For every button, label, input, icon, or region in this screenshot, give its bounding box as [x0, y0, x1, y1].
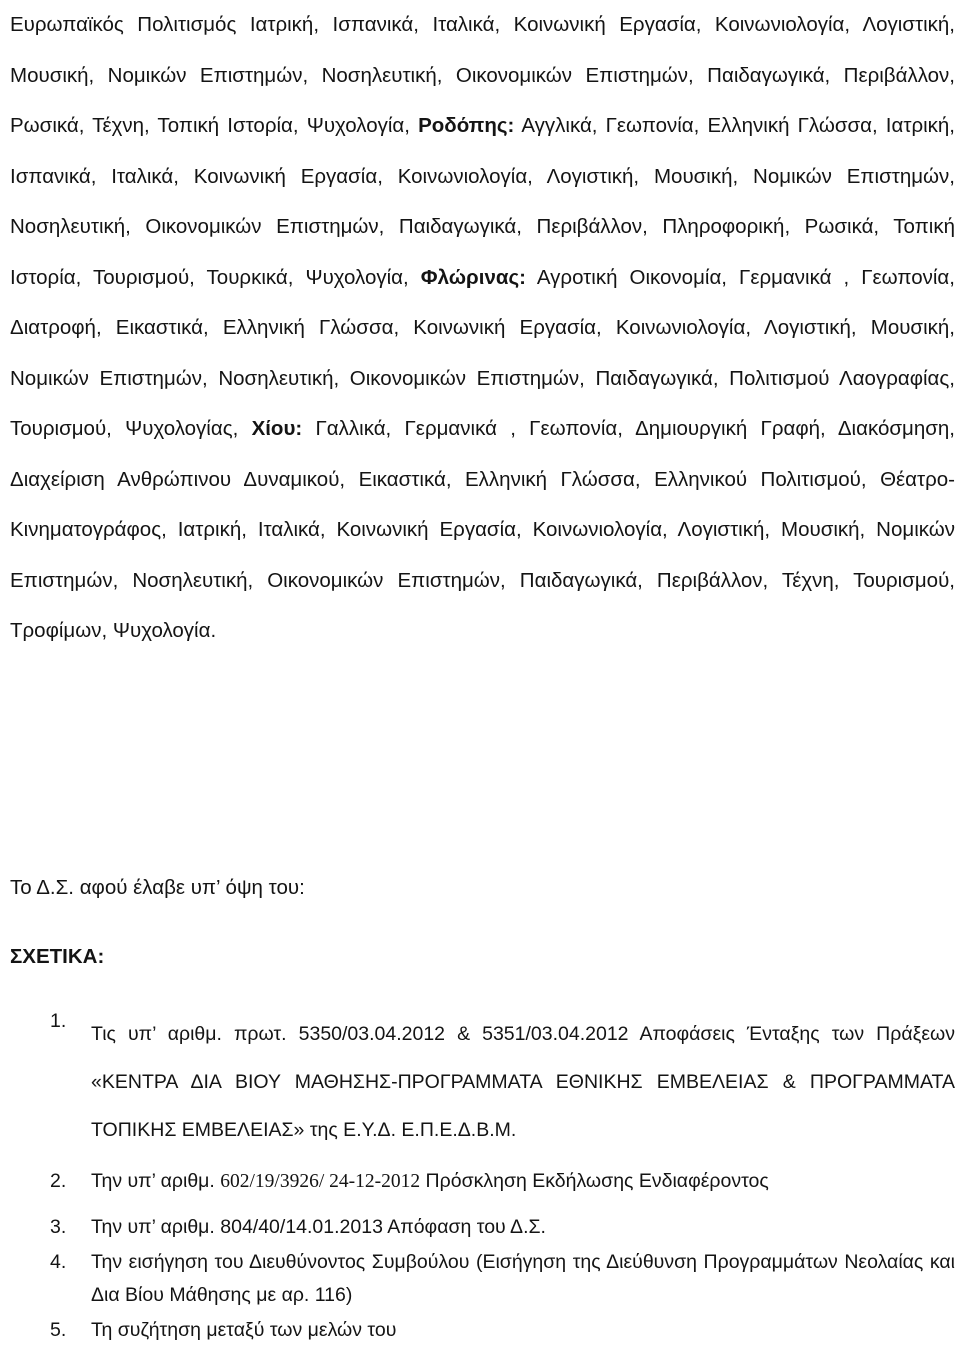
list-item-text: Την εισήγηση του Διευθύνοντος Συμβούλου (Εισήγηση της Διεύθυνση Προγραμμάτων Νεολαίας και Δια Βίου Μάθησης με αρ. 116) — [91, 1251, 955, 1306]
paragraph-text-3: Αγροτική Οικονομία, Γερμανικά , Γεωπονία, Διατροφή, Εικαστικά, Ελληνική Γλώσσα, Κοινωνική Εργασία, Κοινωνιολογία, Λογιστική, Μουσική, Νομικών Επιστημών, Νοσηλευτική, Οικονομικών Επιστημών, Παιδαγωγικά, Πολιτισμού Λαογραφίας, Τουρισμού, Ψυχολογίας, — [10, 265, 955, 440]
list-item-text-part: Πρόσκληση Εκδήλωσης Ενδιαφέροντος — [420, 1170, 769, 1192]
list-item-number: 3. — [50, 1216, 67, 1238]
list-item-text: Τις υπ’ αριθμ. πρωτ. 5350/03.04.2012 & 5351/03.04.2012 Αποφάσεις Ένταξης των Πράξεων «ΚΕΝΤΡΑ ΔΙΑ ΒΙΟΥ ΜΑΘΗΣΗΣ-ΠΡΟΓΡΑΜΜΑΤΑ ΕΘΝΙΚΗΣ ΕΜΒΕΛΕΙΑΣ & ΠΡΟΓΡΑΜΜΑΤΑ ΤΟΠΙΚΗΣ ΕΜΒΕΛΕΙΑΣ» της Ε.Υ.Δ. Ε.Π.Ε.Δ.Β.Μ. — [91, 1023, 955, 1141]
list-item — [10, 1314, 955, 1347]
list-item-text-part: Την υπ’ αριθμ. — [91, 1170, 221, 1192]
list-item-number: 4. — [50, 1251, 67, 1273]
list-item-text: Την υπ’ αριθμ. 804/40/14.01.2013 Απόφαση του Δ.Σ. — [91, 1216, 546, 1238]
region-label-chiou: Χίου: — [251, 417, 303, 440]
region-label-rodopis: Ροδόπης: — [418, 114, 515, 137]
list-item — [10, 1010, 955, 1154]
paragraph-text-1: Ευρωπαϊκός Πολιτισμός Ιατρική, Ισπανικά, Ιταλικά, Κοινωνική Εργασία, Κοινωνιολογία, Λογιστική, Μουσική, Νομικών Επιστημών, Νοσηλευτική, Οικονομικών Επιστημών, Παιδαγωγικά, Περιβάλλον, Ρωσικά, Τέχνη, Τοπική Ιστορία, Ψυχολογία, — [10, 13, 955, 137]
body-paragraph — [10, 0, 955, 657]
intro-line: Το Δ.Σ. αφού έλαβε υπ’ όψη του: — [10, 876, 305, 899]
list-item — [10, 1157, 955, 1206]
region-label-florinas: Φλώρινας: — [420, 265, 526, 289]
list-item — [10, 1246, 955, 1312]
list-item-reference-number: 602/19/3926/ 24-12-2012 — [220, 1171, 421, 1192]
references-list — [10, 1010, 955, 1347]
list-item-number: 5. — [50, 1319, 67, 1341]
section-heading: ΣΧΕΤΙΚΑ: — [10, 945, 105, 968]
list-item-text: Τη συζήτηση μεταξύ των μελών του — [91, 1319, 397, 1341]
paragraph-text-4: Γαλλικά, Γερμανικά , Γεωπονία, Δημιουργική Γραφή, Διακόσμηση, Διαχείριση Ανθρώπινου Δυναμικού, Εικαστικά, Ελληνική Γλώσσα, Ελληνικού Πολιτισμού, Θέατρο- Κινηματογράφος, Ιατρική, Ιταλικά, Κοινωνική Εργασία, Κοινωνιολογία, Λογιστική, Μουσική, Νομικών Επιστημών, Νοσηλευτική, Οικονομικών Επιστημών, Παιδαγωγικά, Περιβάλλον, Τέχνη, Τουρισμού, Τροφίμων, Ψυχολογία. — [10, 417, 955, 642]
list-item-number: 2. — [50, 1170, 67, 1192]
list-item — [10, 1203, 955, 1251]
list-item-text — [91, 1157, 955, 1206]
document-page — [10, 0, 956, 1341]
list-item-number: 1. — [50, 1010, 67, 1032]
paragraph-text-2: Αγγλικά, Γεωπονία, Ελληνική Γλώσσα, Ιατρική, Ισπανικά, Ιταλικά, Κοινωνική Εργασία, Κοινωνιολογία, Λογιστική, Μουσική, Νομικών Επιστημών, Νοσηλευτική, Οικονομικών Επιστημών, Παιδαγωγικά, Περιβάλλον, Πληροφορική, Ρωσικά, Τοπική Ιστορία, Τουρισμού, Τουρκικά, Ψυχολογία, — [10, 114, 956, 289]
